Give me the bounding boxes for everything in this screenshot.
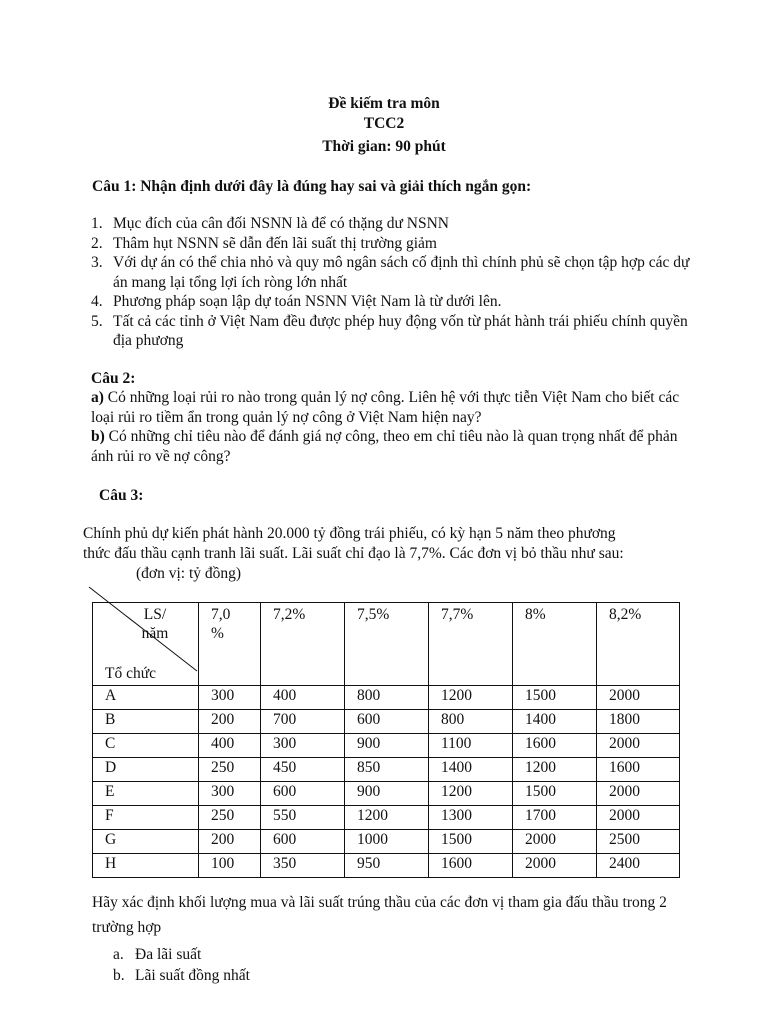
part-a-text: Có những loại rủi ro nào trong quản lý nợ công. Liên hệ với thực tiễn Việt Nam cho biết các loại rủi ro tiềm ẩn trong quản lý nợ công ở Việt Nam hiện nay? bbox=[91, 389, 680, 426]
bid-amount-cell: 1600 bbox=[429, 854, 513, 878]
statement-text: Tất cả các tỉnh ở Việt Nam đều được phép huy động vốn từ phát hành trái phiếu chính quyền địa phương bbox=[113, 312, 688, 349]
statement-number: 3. bbox=[91, 254, 103, 271]
bid-amount-cell: 600 bbox=[345, 710, 429, 734]
question-3-intro-line-1: Chính phủ dự kiến phát hành 20.000 tỷ đồng trái phiếu, có kỳ hạn 5 năm theo phương bbox=[83, 525, 616, 542]
table-row bbox=[93, 734, 680, 758]
part-b-text: Có những chỉ tiêu nào để đánh giá nợ công, theo em chỉ tiêu nào là quan trọng nhất để phản ánh rủi ro về nợ công? bbox=[91, 428, 678, 465]
bid-amount-cell: 2000 bbox=[513, 854, 597, 878]
statement-text: Thâm hụt NSNN sẽ dẫn đến lãi suất thị trường giảm bbox=[113, 234, 437, 252]
case-text: Đa lãi suất bbox=[135, 946, 202, 963]
rate-value: 8% bbox=[525, 606, 546, 623]
bid-amount-cell: 350 bbox=[261, 854, 345, 878]
rate-header-line-2: năm bbox=[141, 625, 169, 642]
bid-amount-cell: 2000 bbox=[597, 686, 680, 710]
rate-value: 7,5% bbox=[357, 606, 390, 623]
statement-item bbox=[91, 214, 691, 234]
question-3-cases bbox=[113, 944, 513, 986]
table-row bbox=[93, 854, 680, 878]
bid-amount-cell: 1200 bbox=[513, 758, 597, 782]
bid-amount-cell: 1700 bbox=[513, 806, 597, 830]
bid-amount-cell: 1500 bbox=[513, 686, 597, 710]
question-3-intro-line-2: thức đấu thầu cạnh tranh lãi suất. Lãi suất chỉ đạo là 7,7%. Các đơn vị bỏ thầu như sau: bbox=[83, 545, 624, 562]
question-1-title: Câu 1: Nhận định dưới đây là đúng hay sai và giải thích ngắn gọn: bbox=[92, 178, 532, 195]
bid-amount-cell: 1500 bbox=[429, 830, 513, 854]
bid-amount-cell: 200 bbox=[199, 830, 261, 854]
table-header-row bbox=[93, 603, 680, 686]
rate-value: 8,2% bbox=[609, 606, 642, 623]
question-1-statements bbox=[91, 214, 691, 351]
question-2-title: Câu 2: bbox=[91, 370, 136, 387]
bid-amount-cell: 1400 bbox=[429, 758, 513, 782]
bid-amount-cell: 600 bbox=[261, 782, 345, 806]
organization-cell: F bbox=[93, 806, 199, 830]
unit-note: (đơn vị: tỷ đồng) bbox=[136, 565, 242, 582]
course-code: TCC2 bbox=[363, 115, 405, 132]
bid-amount-cell: 900 bbox=[345, 734, 429, 758]
bid-amount-cell: 2000 bbox=[597, 734, 680, 758]
bid-amount-cell: 550 bbox=[261, 806, 345, 830]
case-letter: a. bbox=[113, 946, 124, 963]
bid-amount-cell: 400 bbox=[199, 734, 261, 758]
statement-text: Mục đích của cân đối NSNN là để có thặng dư NSNN bbox=[113, 215, 449, 232]
rate-header-label bbox=[135, 605, 175, 643]
statement-item bbox=[91, 253, 691, 292]
question-2-part-b bbox=[91, 427, 691, 466]
organization-cell: G bbox=[93, 830, 199, 854]
bid-amount-cell: 900 bbox=[345, 782, 429, 806]
statement-number: 2. bbox=[91, 234, 103, 252]
bid-amount-cell: 950 bbox=[345, 854, 429, 878]
statement-number: 5. bbox=[91, 312, 103, 330]
bid-amount-cell: 2400 bbox=[597, 854, 680, 878]
table-row bbox=[93, 758, 680, 782]
statement-text: Phương pháp soạn lập dự toán NSNN Việt Nam là từ dưới lên. bbox=[113, 293, 502, 310]
question-2-part-a bbox=[91, 388, 691, 427]
organization-cell: H bbox=[93, 854, 199, 878]
table-row bbox=[93, 686, 680, 710]
case-item bbox=[113, 944, 513, 965]
organization-header-label: Tổ chức bbox=[105, 665, 157, 682]
table-corner-cell bbox=[93, 603, 199, 686]
bid-amount-cell: 1200 bbox=[429, 782, 513, 806]
part-b-label: b) bbox=[91, 428, 105, 445]
bid-amount-cell: 400 bbox=[261, 686, 345, 710]
bid-amount-cell: 2000 bbox=[597, 782, 680, 806]
bid-amount-cell: 1500 bbox=[513, 782, 597, 806]
bid-amount-cell: 300 bbox=[261, 734, 345, 758]
bid-amount-cell: 600 bbox=[261, 830, 345, 854]
bid-amount-cell: 1800 bbox=[597, 710, 680, 734]
bid-amount-cell: 1600 bbox=[513, 734, 597, 758]
bid-amount-cell: 1200 bbox=[429, 686, 513, 710]
bid-amount-cell: 200 bbox=[199, 710, 261, 734]
bid-amount-cell: 250 bbox=[199, 806, 261, 830]
rate-header-cell bbox=[597, 603, 680, 686]
rate-value-wrap: % bbox=[211, 625, 224, 642]
statement-item bbox=[91, 234, 691, 254]
statement-number: 1. bbox=[91, 215, 103, 232]
table-row bbox=[93, 782, 680, 806]
case-text: Lãi suất đồng nhất bbox=[135, 967, 250, 984]
organization-cell: A bbox=[93, 686, 199, 710]
table-row bbox=[93, 806, 680, 830]
statement-item bbox=[91, 292, 691, 312]
rate-header-line-1: LS/ bbox=[143, 606, 167, 623]
statement-item bbox=[91, 312, 691, 351]
bid-amount-cell: 2500 bbox=[597, 830, 680, 854]
organization-cell: D bbox=[93, 758, 199, 782]
part-a-label: a) bbox=[91, 389, 104, 406]
rate-header-cell bbox=[345, 603, 429, 686]
bid-amount-cell: 850 bbox=[345, 758, 429, 782]
bid-amount-cell: 1100 bbox=[429, 734, 513, 758]
bid-amount-cell: 800 bbox=[429, 710, 513, 734]
bid-amount-cell: 700 bbox=[261, 710, 345, 734]
bid-amount-cell: 1000 bbox=[345, 830, 429, 854]
bid-amount-cell: 800 bbox=[345, 686, 429, 710]
bid-amount-cell: 250 bbox=[199, 758, 261, 782]
bid-amount-cell: 300 bbox=[199, 782, 261, 806]
bid-amount-cell: 1300 bbox=[429, 806, 513, 830]
bid-amount-cell: 1400 bbox=[513, 710, 597, 734]
rate-value: 7,7% bbox=[441, 606, 474, 623]
rate-header-cell bbox=[261, 603, 345, 686]
bid-amount-cell: 300 bbox=[199, 686, 261, 710]
bid-amount-cell: 100 bbox=[199, 854, 261, 878]
statement-text: Với dự án có thể chia nhỏ và quy mô ngân sách cố định thì chính phủ sẽ chọn tập hợp các dự án mang lại tổng lợi ích ròng lớn nhất bbox=[113, 254, 690, 291]
bid-amount-cell: 2000 bbox=[513, 830, 597, 854]
question-3-title: Câu 3: bbox=[99, 487, 144, 504]
rate-header-cell bbox=[513, 603, 597, 686]
case-item bbox=[113, 965, 513, 986]
rate-value: 7,2% bbox=[273, 606, 306, 623]
organization-cell: C bbox=[93, 734, 199, 758]
rate-value: 7,0 bbox=[211, 606, 231, 623]
bid-amount-cell: 1600 bbox=[597, 758, 680, 782]
organization-cell: B bbox=[93, 710, 199, 734]
bid-amount-cell: 1200 bbox=[345, 806, 429, 830]
question-3-instruction: Hãy xác định khối lượng mua và lãi suất trúng thầu của các đơn vị tham gia đấu thầu trong 2 trường hợp bbox=[92, 894, 667, 936]
table-row bbox=[93, 710, 680, 734]
table-row bbox=[93, 830, 680, 854]
organization-cell: E bbox=[93, 782, 199, 806]
statement-number: 4. bbox=[91, 293, 103, 310]
exam-title: Đề kiếm tra môn bbox=[328, 95, 440, 112]
bid-table bbox=[92, 602, 680, 878]
bid-amount-cell: 2000 bbox=[597, 806, 680, 830]
rate-header-cell bbox=[429, 603, 513, 686]
exam-duration: Thời gian: 90 phút bbox=[322, 138, 446, 155]
bid-amount-cell: 450 bbox=[261, 758, 345, 782]
case-letter: b. bbox=[113, 967, 125, 984]
